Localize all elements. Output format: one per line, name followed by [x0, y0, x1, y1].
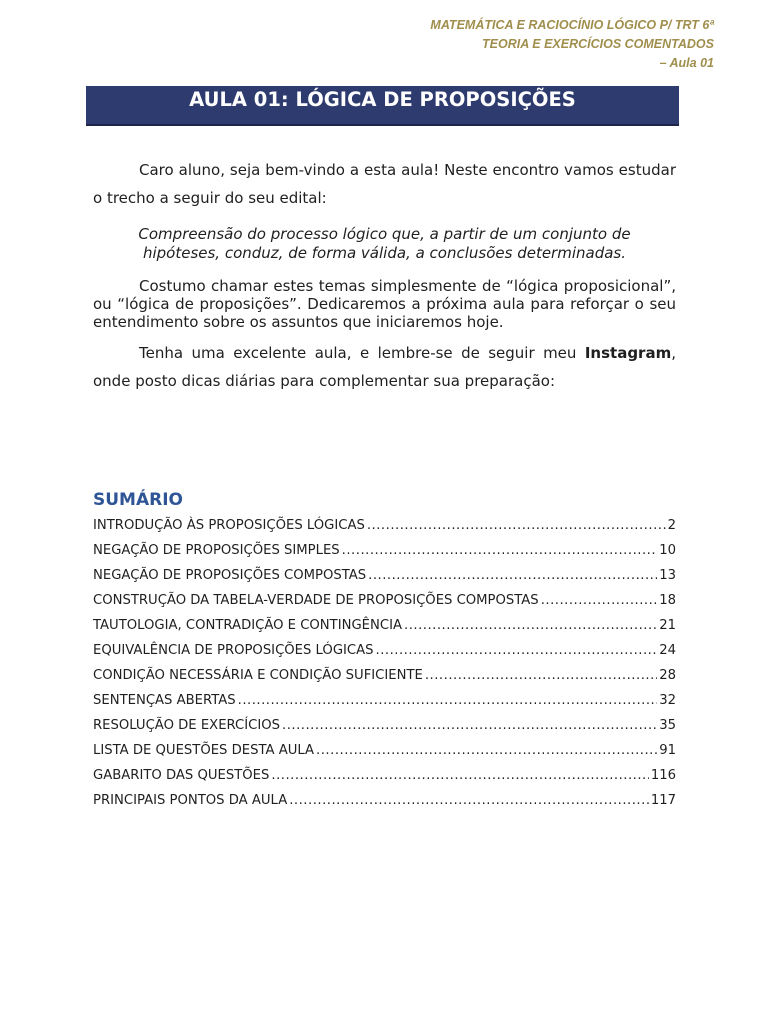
toc-leader-dots: [238, 688, 658, 713]
toc-leader-dots: [404, 613, 657, 638]
toc-item-label: NEGAÇÃO DE PROPOSIÇÕES SIMPLES: [93, 543, 340, 558]
header-line-3: – Aula 01: [659, 56, 714, 70]
toc-item-label: RESOLUÇÃO DE EXERCÍCIOS: [93, 718, 280, 733]
toc-leader-dots: [541, 588, 658, 613]
lesson-title-bar: [86, 86, 679, 124]
toc-leader-dots: [271, 763, 648, 788]
toc-leader-dots: [367, 513, 666, 538]
toc-leader-dots: [342, 538, 658, 563]
toc-item[interactable]: [93, 763, 676, 788]
header-line-2: TEORIA E EXERCÍCIOS COMENTADOS: [482, 37, 714, 51]
toc-item-page: 116: [650, 768, 676, 783]
lesson-title: AULA 01: LÓGICA DE PROPOSIÇÕES: [189, 88, 576, 111]
toc-item[interactable]: [93, 538, 676, 563]
toc-item[interactable]: [93, 688, 676, 713]
toc-item-page: 28: [659, 668, 676, 683]
intro-section: [93, 156, 676, 395]
toc-leader-dots: [368, 563, 657, 588]
toc-leader-dots: [289, 788, 649, 813]
p3-text-before: Tenha uma excelente aula, e lembre-se de seguir meu: [139, 344, 585, 362]
toc-item[interactable]: [93, 638, 676, 663]
toc-item[interactable]: [93, 713, 676, 738]
toc-item-page: 35: [659, 718, 676, 733]
toc-item-label: LISTA DE QUESTÕES DESTA AULA: [93, 743, 315, 758]
toc-leader-dots: [376, 638, 658, 663]
document-header: [430, 16, 714, 73]
intro-paragraph-3: [93, 339, 676, 395]
toc-item-page: 117: [650, 793, 676, 808]
toc-item[interactable]: [93, 513, 676, 538]
toc-item-label: INTRODUÇÃO ÀS PROPOSIÇÕES LÓGICAS: [93, 518, 365, 533]
toc-item[interactable]: [93, 613, 676, 638]
toc-leader-dots: [316, 738, 657, 763]
toc-item[interactable]: [93, 563, 676, 588]
edital-quote: Compreensão do processo lógico que, a partir de um conjunto de hipóteses, conduz, de forma válida, a conclusões determinadas.: [138, 225, 631, 262]
toc-item-label: GABARITO DAS QUESTÕES: [93, 768, 270, 783]
toc-item-page: 32: [659, 693, 676, 708]
table-of-contents: [93, 489, 676, 813]
toc-item-label: EQUIVALÊNCIA DE PROPOSIÇÕES LÓGICAS: [93, 643, 374, 658]
header-line-1: MATEMÁTICA E RACIOCÍNIO LÓGICO P/ TRT 6ª: [430, 18, 714, 32]
toc-leader-dots: [282, 713, 657, 738]
toc-item[interactable]: [93, 663, 676, 688]
toc-leader-dots: [425, 663, 657, 688]
toc-item-page: 24: [659, 643, 676, 658]
intro-paragraph-2: Costumo chamar estes temas simplesmente de “lógica proposicional”, ou “lógica de proposições”. Dedicaremos a próxima aula para reforçar o seu entendimento sobre os assuntos que iniciaremos hoje.: [93, 277, 676, 331]
toc-item[interactable]: [93, 788, 676, 813]
toc-item[interactable]: [93, 738, 676, 763]
toc-item-label: CONSTRUÇÃO DA TABELA-VERDADE DE PROPOSIÇÕES COMPOSTAS: [93, 593, 539, 608]
toc-item-page: 13: [659, 568, 676, 583]
instagram-link[interactable]: Instagram: [584, 344, 672, 362]
toc-item-label: TAUTOLOGIA, CONTRADIÇÃO E CONTINGÊNCIA: [93, 618, 403, 633]
intro-paragraph-1: Caro aluno, seja bem-vindo a esta aula! Neste encontro vamos estudar o trecho a seguir do seu edital:: [93, 161, 676, 207]
toc-item[interactable]: [93, 588, 676, 613]
toc-item-page: 21: [659, 618, 676, 633]
toc-item-label: SENTENÇAS ABERTAS: [93, 693, 236, 708]
toc-item-label: PRINCIPAIS PONTOS DA AULA: [93, 793, 288, 808]
p3-text-after: , onde posto dicas diárias para complementar sua preparação:: [93, 344, 676, 390]
toc-title: SUMÁRIO: [93, 490, 183, 510]
toc-item-page: 2: [667, 518, 676, 533]
toc-item-label: CONDIÇÃO NECESSÁRIA E CONDIÇÃO SUFICIENTE: [93, 668, 423, 683]
toc-list: [93, 513, 676, 813]
toc-item-page: 10: [659, 543, 676, 558]
toc-item-page: 91: [659, 743, 676, 758]
toc-item-page: 18: [659, 593, 676, 608]
toc-item-label: NEGAÇÃO DE PROPOSIÇÕES COMPOSTAS: [93, 568, 367, 583]
